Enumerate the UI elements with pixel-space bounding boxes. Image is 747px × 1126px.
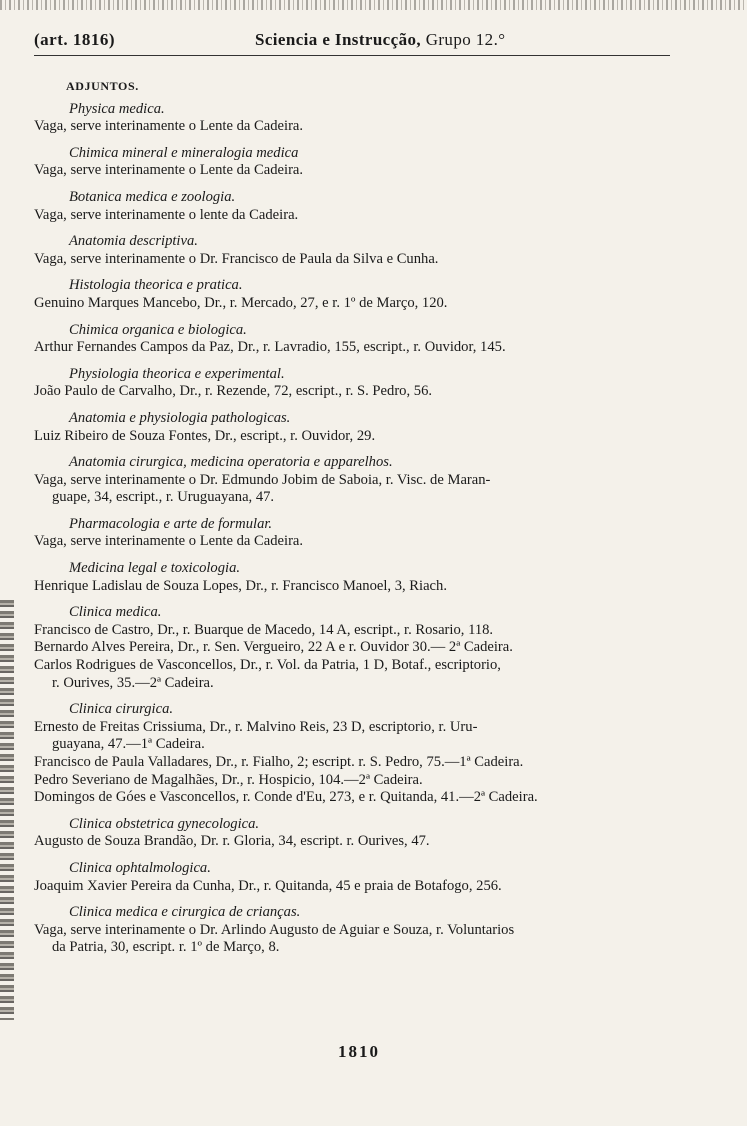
entry-line: Joaquim Xavier Pereira da Cunha, Dr., r. Quitanda, 45 e praia de Botafogo, 256. — [34, 877, 502, 894]
entry — [34, 860, 684, 895]
entry-list — [34, 101, 684, 957]
entry-line: João Paulo de Carvalho, Dr., r. Rezende, 72, escript., r. S. Pedro, 56. — [34, 383, 433, 400]
subject-title: Anatomia cirurgica, medicina operatoria e apparelhos. — [69, 454, 393, 471]
entry-line: Vaga, serve interinamente o Lente da Cadeira. — [34, 162, 304, 179]
section-heading: ADJUNTOS. — [66, 79, 139, 93]
entry — [34, 604, 684, 692]
subject-title: Chimica mineral e mineralogia medica — [69, 144, 299, 161]
scan-binding-edge — [0, 600, 14, 1020]
entry-line: Carlos Rodrigues de Vasconcellos, Dr., r. Vol. da Patria, 1 D, Botaf., escriptorio, — [34, 657, 501, 674]
subject-title: Anatomia e physiologia pathologicas. — [69, 409, 291, 426]
header-rule — [34, 55, 670, 56]
subject-title: Clinica ophtalmologica. — [69, 859, 211, 876]
header-title — [255, 30, 505, 50]
header-group: Grupo 12.° — [425, 30, 506, 49]
entry-line: Ernesto de Freitas Crissiuma, Dr., r. Malvino Reis, 23 D, escriptorio, r. Uru- — [34, 718, 478, 735]
entry-line: Francisco de Paula Valladares, Dr., r. Fialho, 2; escript. r. S. Pedro, 75.—1ª Cadeira. — [34, 754, 524, 770]
entry-line: Henrique Ladislau de Souza Lopes, Dr., r. Francisco Manoel, 3, Riach. — [34, 577, 447, 594]
scan-top-edge — [0, 0, 747, 10]
entry-line: Vaga, serve interinamente o Dr. Francisco de Paula da Silva e Cunha. — [34, 250, 439, 267]
entry-line: guayana, 47.—1ª Cadeira. — [52, 736, 205, 753]
page-number: 1810 — [338, 1042, 380, 1061]
entry-line: Domingos de Góes e Vasconcellos, r. Conde d'Eu, 273, e r. Quitanda, 41.—2ª Cadeira. — [34, 789, 538, 806]
entry-line: da Patria, 30, escript. r. 1º de Março, 8. — [52, 939, 280, 956]
entry — [34, 904, 684, 957]
entry — [34, 233, 684, 268]
entry — [34, 101, 684, 136]
main-content — [34, 78, 684, 957]
entry-line: Augusto de Souza Brandão, Dr. r. Gloria, 34, escript. r. Ourives, 47. — [34, 833, 430, 850]
subject-title: Medicina legal e toxicologia. — [69, 560, 241, 577]
entry-line: Bernardo Alves Pereira, Dr., r. Sen. Vergueiro, 22 A e r. Ouvidor 30.— 2ª Cadeira. — [34, 639, 513, 656]
entry-line: Luiz Ribeiro de Souza Fontes, Dr., escript., r. Ouvidor, 29. — [34, 427, 376, 444]
entry-line: Arthur Fernandes Campos da Paz, Dr., r. Lavradio, 155, escript., r. Ouvidor, 145. — [34, 339, 506, 356]
subject-title: Clinica obstetrica gynecologica. — [69, 815, 260, 832]
entry-line: Vaga, serve interinamente o lente da Cadeira. — [34, 206, 299, 223]
entry-line: Francisco de Castro, Dr., r. Buarque de Macedo, 14 A, escript., r. Rosario, 118. — [34, 621, 494, 638]
subject-title: Chimica organica e biologica. — [69, 321, 247, 338]
entry-line: Vaga, serve interinamente o Lente da Cadeira. — [34, 118, 304, 135]
subject-title: Anatomia descriptiva. — [69, 233, 198, 250]
header-section-title: Sciencia e Instrucção, — [255, 30, 422, 49]
entry — [34, 454, 684, 507]
entry — [34, 560, 684, 595]
entry — [34, 410, 684, 445]
entry — [34, 701, 684, 807]
entry — [34, 322, 684, 357]
entry-line: Genuino Marques Mancebo, Dr., r. Mercado, 27, e r. 1º de Março, 120. — [34, 294, 448, 311]
entry — [34, 189, 684, 224]
entry — [34, 816, 684, 851]
entry-line: Vaga, serve interinamente o Lente da Cadeira. — [34, 533, 304, 550]
entry — [34, 277, 684, 312]
subject-title: Physiologia theorica e experimental. — [69, 365, 285, 382]
subject-title: Histologia theorica e pratica. — [69, 277, 243, 294]
entry-line: Pedro Severiano de Magalhães, Dr., r. Hospicio, 104.—2ª Cadeira. — [34, 771, 423, 788]
subject-title: Clinica medica. — [69, 604, 162, 621]
subject-title: Physica medica. — [69, 100, 165, 117]
subject-title: Clinica cirurgica. — [69, 701, 174, 718]
entry — [34, 366, 684, 401]
entry — [34, 516, 684, 551]
entry-line: r. Ourives, 35.—2ª Cadeira. — [52, 674, 214, 691]
entry-line: Vaga, serve interinamente o Dr. Edmundo Jobim de Saboia, r. Visc. de Maran- — [34, 471, 491, 488]
entry-line: guape, 34, escript., r. Uruguayana, 47. — [52, 489, 275, 506]
entry — [34, 145, 684, 180]
subject-title: Botanica medica e zoologia. — [69, 188, 236, 205]
subject-title: Pharmacologia e arte de formular. — [69, 515, 273, 532]
entry-line: Vaga, serve interinamente o Dr. Arlindo Augusto de Aguiar e Souza, r. Voluntarios — [34, 921, 515, 938]
subject-title: Clinica medica e cirurgica de crianças. — [69, 904, 301, 921]
article-number: (art. 1816) — [34, 30, 116, 49]
